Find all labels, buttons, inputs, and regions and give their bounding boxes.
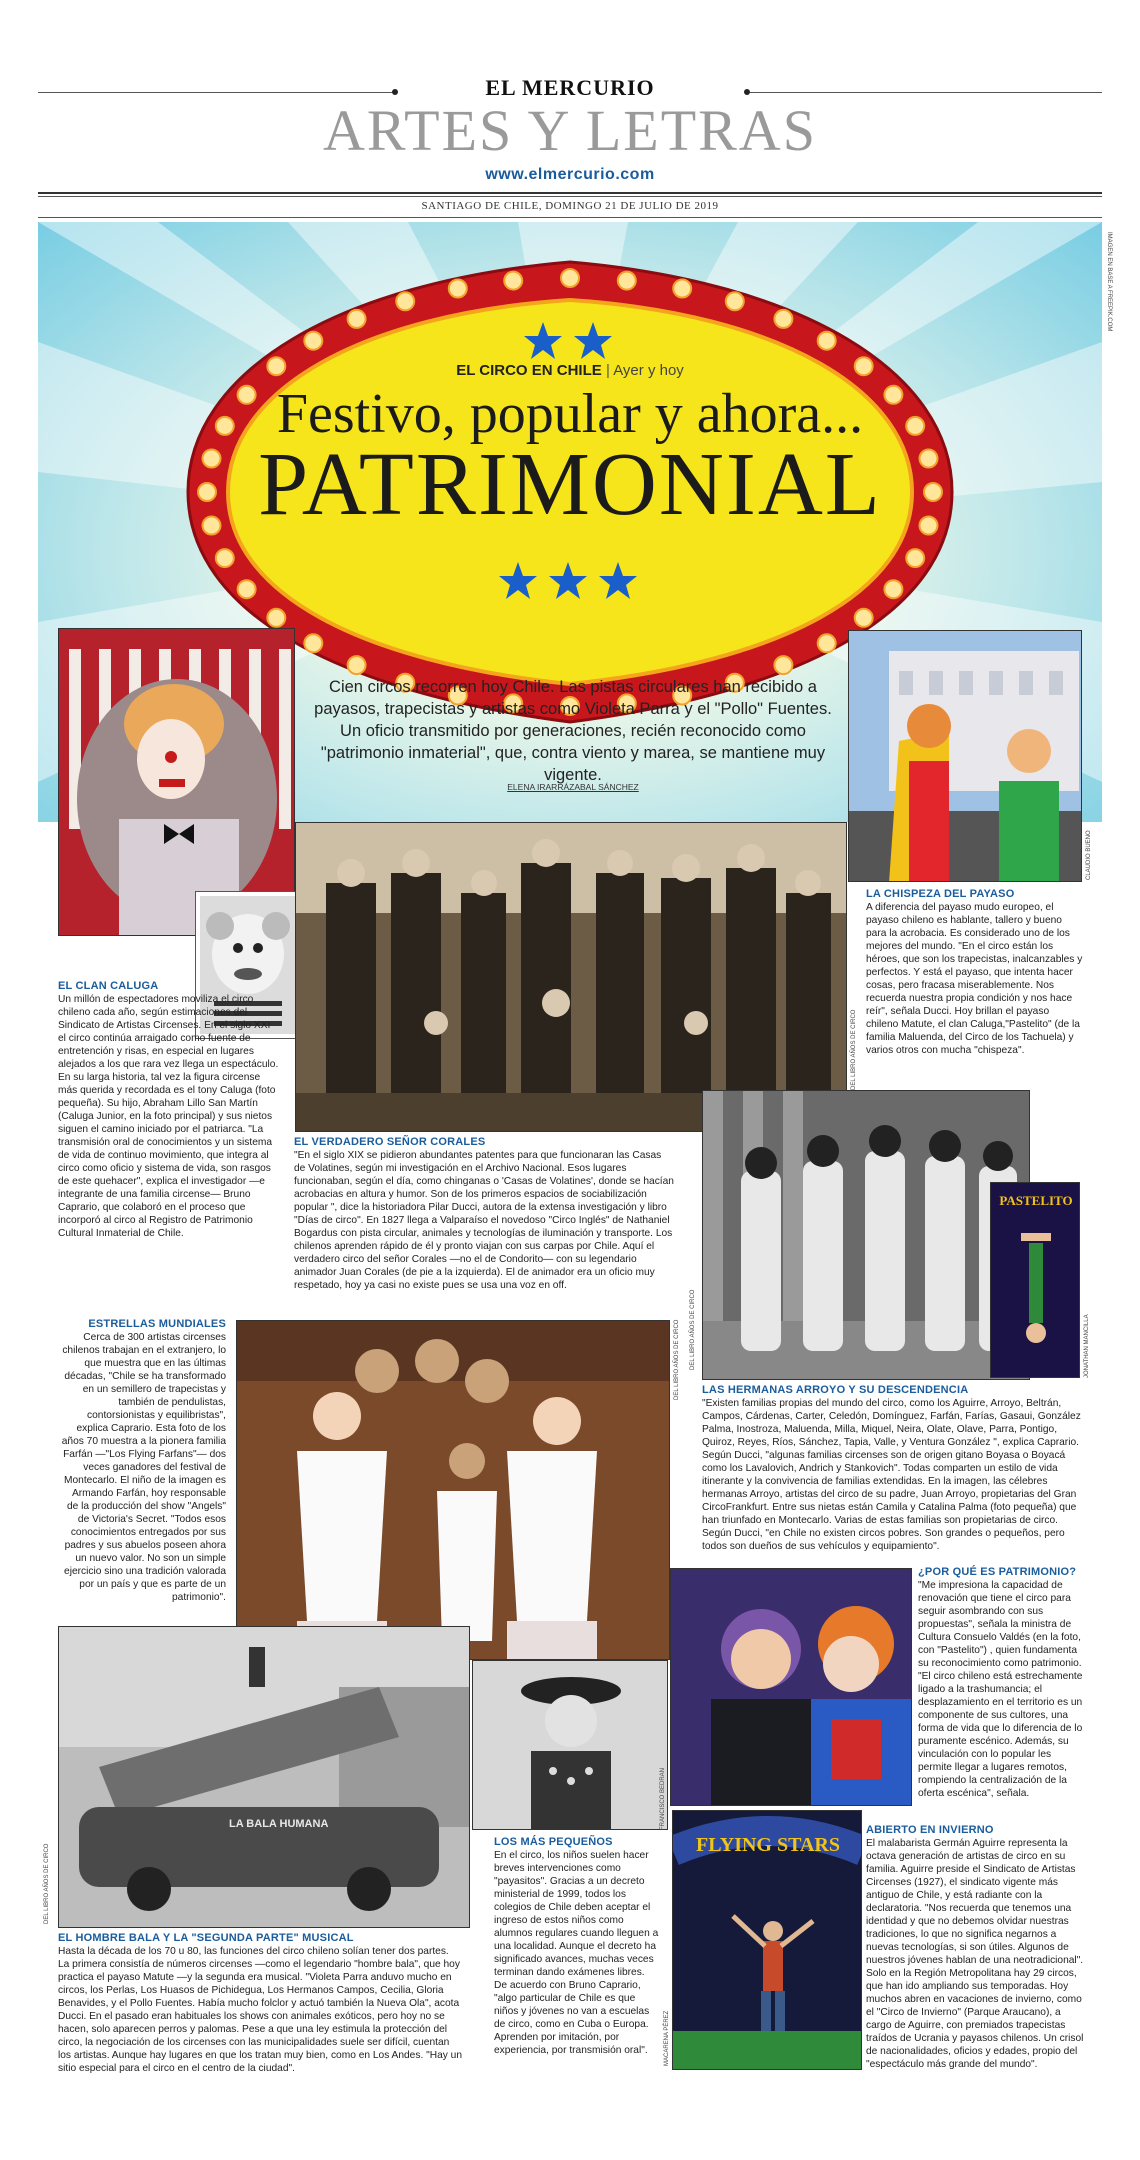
marquee-bulb: [774, 310, 792, 328]
photo-familia-farfan: [236, 1320, 670, 1660]
credit-pequenos: FRANCISCO BEDRAN: [660, 1767, 666, 1830]
headline-line2: PATRIMONIAL: [258, 435, 882, 534]
photo-ministra-pastelito: [670, 1568, 912, 1806]
credit-farfan: DEL LIBRO AÑOS DE CIRCO: [674, 1319, 680, 1400]
byline: ELENA IRARRÁZABAL SÁNCHEZ: [507, 782, 639, 792]
marquee-bulb: [348, 310, 366, 328]
masthead-rule-top: [38, 192, 1102, 194]
credit-bala: DEL LIBRO AÑOS DE CIRCO: [44, 1843, 50, 1924]
photo-circo-invierno: [672, 1810, 862, 2070]
marquee-bulb: [449, 280, 467, 298]
credit-invierno: MACARENA PÉREZ: [664, 2010, 670, 2066]
marquee-bulb: [504, 272, 522, 290]
estrellas-title: ESTRELLAS MUNDIALES: [88, 1318, 226, 1330]
marquee-bulb: [818, 332, 836, 350]
credit-payaso: CLAUDIO BUENO: [1086, 830, 1092, 880]
arroyo-body: "Existen familias propias del mundo del circo, como los Aguirre, Arroyo, Beltrán, Campos, Cárdenas, Carter, Celedón, Domínguez, Farfán, Farías, Gasaui, González Palma, Inostroza, Maluenda, Milla, Miquel, Neira, Olate, Olave, Parra, Pontigo, Quiroz, Reyes, Ríos, Sánchez, Tapia, Valle, y Ventura González ", explica Caprario. Según Ducci, "algunas familias circenses son de origen gitano Boyasa o Boyacá como los Lavalovich, Andrich y Stankovich". Todas comparten un estilo de vida itinerante y la convivencia de familias extendidas. En la imagen, las célebres hermanas Arroyo, artistas del circo de su padre, Juan Arroyo, propietarias del Gran CircoFrankfurt. Entre sus nietas están Camila y Catalina Palma (foto pequeña) que han triunfado en Montecarlo. Varias de estas familias son propietarias de circo. Según Ducci, "en Chile no existen circos pobres. Son grandes o pequeños, pero todos son dueños de sus vehículos y equipamiento".: [702, 1398, 1081, 1552]
dateline-rule: [38, 217, 1102, 218]
caluga-body: Un millón de espectadores moviliza el circo chileno cada año, según estimaciones del Sindicato de Artistas Circenses. En el siglo XXI el circo continúa arraigado como fuente de entretención y risas, en especial en lugares alejados a los que rara vez llega un espectáculo. En su larga historia, tal vez la figura circense más querida y recordada es el tony Caluga (foto pequeña). Su hijo, Abraham Lillo San Martín (Caluga Junior, en la foto principal) y sus nietos siguen el camino iniciado por el patriarca. "La transmisión oral de conocimientos y un sistema de vida de continuo movimiento, que integra al circo como oficio y sistema de vida, son rasgos de este quehacer", explica el investigador —e integrante de una familia circense— Bruno Caprario, que colaboró en el proceso que incorporó al circo al Registro de Patrimonio Cultural Inmaterial de Chile.: [58, 994, 279, 1239]
marquee-bulb: [818, 634, 836, 652]
patrimonio-title: ¿POR QUÉ ES PATRIMONIO?: [918, 1566, 1077, 1578]
photo-caluga-junior: [58, 628, 295, 936]
marquee-bulb: [396, 292, 414, 310]
marquee-bulb: [267, 609, 285, 627]
section-name: ARTES Y LETRAS: [323, 98, 817, 163]
pequenos-body: En el circo, los niños suelen hacer breves intervenciones como "payasitos". Gracias a un decreto ministerial de 1999, todos los colegios de Chile deben aceptar el ingreso de estos niños como alumnos regulares cuando lleguen a una localidad. Aunque el decreto ha significado avances, muchas veces terminan dando exámenes libres. De acuerdo con Bruno Caprario, "algo particular de Chile es que niños y jóvenes no van a escuelas de circo, como en Cuba o Europa. Aprenden por imitación, por experiencia, por transmisión oral".: [494, 1850, 659, 2056]
pastelito-sign: PASTELITO: [999, 1193, 1073, 1208]
arroyo-title: LAS HERMANAS ARROYO Y SU DESCENDENCIA: [702, 1384, 969, 1396]
marquee-bulb: [906, 549, 924, 567]
credit-corales: DEL LIBRO AÑOS DE CIRCO: [851, 1009, 857, 1090]
marquee-bulb: [238, 580, 256, 598]
marquee-bulb: [884, 580, 902, 598]
website-link[interactable]: www.elmercurio.com: [485, 166, 655, 183]
marquee-bulb: [618, 272, 636, 290]
kicker-sub: Ayer y hoy: [613, 362, 684, 379]
hero-credit: IMAGEN EN BASE A FREEPIK.COM: [1106, 232, 1112, 332]
marquee-bulb: [304, 634, 322, 652]
marquee-bulb: [774, 656, 792, 674]
photo-hombre-bala: [58, 1626, 470, 1928]
marquee-bulb: [216, 549, 234, 567]
bala-body: Hasta la década de los 70 u 80, las funciones del circo chileno solían tener dos partes. La primera consistía de números circenses —como el legendario "hombre bala", que hoy practica el payaso Matute —y la segunda era musical. "Violeta Parra anduvo mucho en circos, los Perlas, Los Huasos de Pichidegua, Los Hermanos Campos, Cecilia, Gloria Benavides, y el Pollo Fuentes. Había mucho folclor y actuó también la Nueva Ola", acota Ducci. En el pasado eran habituales los shows con animales exóticos, pero hoy no se hacen, solo aparecen perros y palomas. Pese a que una ley estimula la protección del circo, la negociación de los circenses con las municipalidades suele ser difícil, cuentan los artistas. Aunque hay lugares en que los tratan muy bien, como en Los Andes. "Hay un sitio especial para el circo en el centro de la ciudad".: [58, 1946, 463, 2074]
photo-hermanas-arroyo: [702, 1090, 1030, 1380]
hero-banner: EL CIRCO EN CHILE | Ayer y hoy Festivo, popular y ahora... PATRIMONIAL: [38, 222, 1102, 822]
masthead-rule-bottom: [38, 196, 1102, 197]
credit-arroyo: DEL LIBRO AÑOS DE CIRCO: [690, 1289, 696, 1370]
cannon-sign: LA BALA HUMANA: [229, 1818, 329, 1830]
flying-stars-sign: FLYING STARS: [696, 1834, 840, 1856]
patrimonio-body: "Me impresiona la capacidad de renovación que tiene el circo para seguir asombrando con sus propuestas", señala la ministra de Cultura Consuelo Valdés (en la foto, con "Pastelito") , quien fundamenta su reconocimiento como patrimonio. "El circo chileno está estrechamente ligado a la trashumancia; el desplazamiento en el territorio es un componente de sus cultores, una forma de vida que lo diferencia de lo puramente escénico. Además, su vinculación con lo popular les permite llegar a lugares remotos, rompiendo la centralización de la oferta escénica", señala.: [918, 1580, 1083, 1799]
marquee-bulb: [561, 269, 579, 287]
photo-acrobata: [990, 1182, 1080, 1378]
marquee-bulb: [726, 292, 744, 310]
invierno-title: ABIERTO EN INVIERNO: [866, 1824, 994, 1836]
invierno-body: El malabarista Germán Aguirre representa la octava generación de artistas de circo en su familia. Aguirre preside el Sindicato de Artistas Circenses (1927), el sindicato vigente más antiguo de Chile, y está radiante con la declaratoria. "Nos recuerda que tenemos una identidad y que no debemos olvidar nuestras tradiciones, lo que no significa negarnos a nuevas tecnologías, si son útiles. Algunos de nuestros jóvenes hablan de una neotradicional". Solo en la Región Metropolitana hay 29 circos, que han ido ampliando sus temporadas. Hoy muchos abren en vacaciones de invierno, como el "Circo de Invierno" (Parque Araucano), a cargo de Aguirre, con premiados trapecistas traídos de Ucrania y payasos chilenos. Un crisol de nacionalidades, oficios y edades, propio del "espectáculo más grande del mundo".: [866, 1838, 1084, 2070]
marquee-bulb: [855, 609, 873, 627]
pequenos-title: LOS MÁS PEQUEÑOS: [494, 1836, 613, 1848]
photo-payaso-chispeza: [848, 630, 1082, 882]
payaso-title: LA CHISPEZA DEL PAYASO: [866, 888, 1015, 900]
payaso-body: A diferencia del payaso mudo europeo, el payaso chileno es hablante, tallero y bueno para la acrobacia. Es considerado uno de los mejores del mundo. "En el circo están los héroes, que son los trapecistas, inalcanzables y perfectos. Y está el payaso, que intenta hacer cosas, pero fracasa miserablemente. Nos recuerda nuestra propia condición y nos hace reír", señala Ducci. Hoy brillan el payaso chileno Matute, el clan Caluga,"Pastelito" (de la familia Maluenda, del Circo de los Tachuela) y varios otros con mucha "chispeza".: [866, 902, 1083, 1056]
marquee-bulb: [348, 656, 366, 674]
paper-name: EL MERCURIO: [485, 75, 655, 100]
intro-lead: Cien circos recorren hoy Chile. Las pistas circulares han recibido a payasos, trapecistas y artistas como Violeta Parra y el "Pollo" Fuentes. Un oficio transmitido por generaciones, recién reconocido como "patrimonio inmaterial", que, contra viento y marea, se mantiene muy vigente.: [314, 678, 832, 784]
marquee-bulb: [304, 332, 322, 350]
marquee-bulb: [673, 280, 691, 298]
photo-mas-pequenos: [472, 1660, 668, 1830]
headline-line1: Festivo, popular y ahora...: [276, 383, 864, 445]
corales-body: "En el siglo XIX se pidieron abundantes patentes para que funcionaran las Casas de Volatines, según mi investigación en el Archivo Nacional. Esos lugares funcionaban, según el día, como chinganas o 'Casas de Volatines', donde se hacían acrobacias en altura y humor. Son de los primeros espacios de sociabilización popular ", dice la historiadora Pilar Ducci, autora de la extensa investigación y libro "Días de circo". En 1827 llega a Valparaíso el novedoso "Circo Inglés" de Nathaniel Bogardus con pista circular, animales y tecnologías de iluminación y transporte. Los chilenos aprenden rápido de él y pronto viajan con sus carpas por Chile. Aquí el verdadero circo del señor Corales —no el de Condorito— con su legendario animador Juan Corales (de pie a la izquierda). El de animador era un oficio muy respetado, hoy ya casi no existe pues se usa una voz en off.: [294, 1150, 674, 1291]
dateline: SANTIAGO DE CHILE, DOMINGO 21 DE JULIO DE 2019: [421, 200, 719, 212]
estrellas-body: Cerca de 300 artistas circenses chilenos trabajan en el extranjero, lo que muestra que en las últimas décadas, "Chile se ha transformado en un semillero de trapecistas y también de pendulistas, contorsionistas y equilibristas", explica Caprario. Esta foto de los años 70 muestra a la pionera familia Farfán —"Los Flying Farfans"— dos veces ganadores del festival de Montecarlo. El niño de la imagen es Armando Farfán, hoy responsable de la producción del show "Angels" de Victoria's Secret. "Todos esos conocimientos entregados por sus padres y sus abuelos poseen ahora un nuevo valor. No son un simple ejercicio sino una tradición valorada por un país y que es parte de un patrimonio".: [61, 1332, 226, 1603]
kicker: EL CIRCO EN CHILE: [456, 362, 602, 379]
credit-pastelito: JONATHAN MANCILLA: [1084, 1314, 1090, 1378]
photo-senor-corales: [295, 822, 847, 1132]
caluga-title: EL CLAN CALUGA: [58, 980, 159, 992]
bala-title: EL HOMBRE BALA Y LA "SEGUNDA PARTE" MUSICAL: [58, 1932, 354, 1944]
corales-title: EL VERDADERO SEÑOR CORALES: [294, 1136, 486, 1148]
